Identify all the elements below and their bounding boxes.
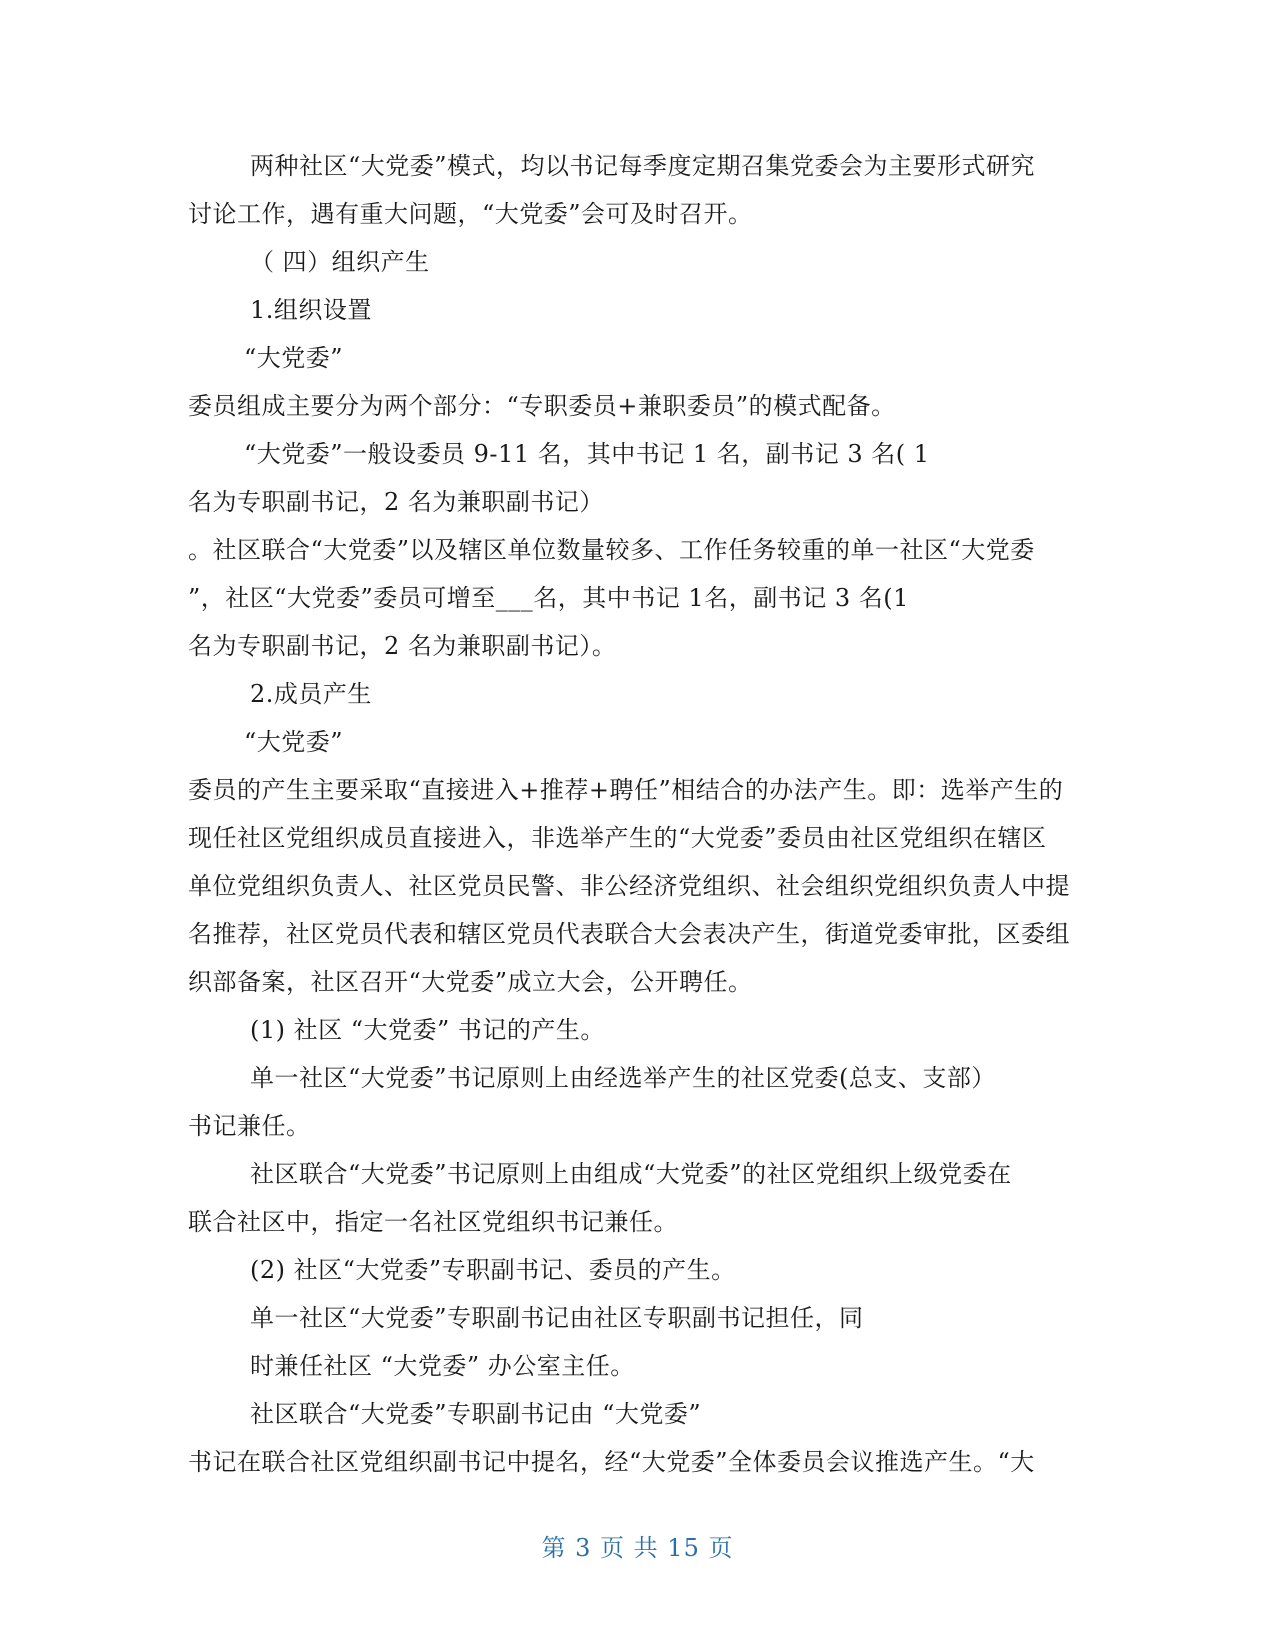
text-line: 社区联合“大党委”书记原则上由组成“大党委”的社区党组织上级党委在 [250,1160,1012,1188]
text-line: 现任社区党组织成员直接进入，非选举产生的“大党委”委员由社区党组织在辖区 [188,824,1047,852]
text-line: 时兼任社区 “大党委” 办公室主任。 [250,1352,635,1380]
text-line: 单一社区“大党委”书记原则上由经选举产生的社区党委(总支、支部） [250,1064,996,1092]
text-line: 名为专职副书记，2 名为兼职副书记）。 [188,632,617,660]
text-line: ”，社区“大党委”委员可增至___名，其中书记 1名，副书记 3 名(1 [188,584,909,612]
section-heading: （ 四）组织产生 [250,248,430,276]
text-line: 名推荐，社区党员代表和辖区党员代表联合大会表决产生，街道党委审批，区委组 [188,920,1070,948]
text-line: 讨论工作，遇有重大问题，“大党委”会可及时召开。 [188,200,753,228]
text-line: “大党委”一般设委员 9-11 名，其中书记 1 名，副书记 3 名( 1 [244,440,930,468]
text-line: (2) 社区“大党委”专职副书记、委员的产生。 [250,1256,736,1284]
text-line: 织部备案，社区召开“大党委”成立大会，公开聘任。 [188,968,753,996]
text-line: “大党委” [244,728,344,756]
text-line: 书记兼任。 [188,1112,311,1140]
subsection-heading: 1.组织设置 [250,296,372,324]
subsection-heading: 2.成员产生 [250,680,372,708]
text-line: 社区联合“大党委”专职副书记由 “大党委” [250,1400,702,1428]
text-line: 委员的产生主要采取“直接进入+推荐+聘任”相结合的办法产生。即：选举产生的 [188,776,1064,804]
text-line: 联合社区中，指定一名社区党组织书记兼任。 [188,1208,678,1236]
text-line: 名为专职副书记，2 名为兼职副书记） [188,488,604,516]
text-line: “大党委” [244,344,344,372]
page-number-footer: 第 3 页 共 15 页 [541,1534,734,1562]
text-line: (1) 社区 “大党委” 书记的产生。 [250,1016,605,1044]
text-line: 单位党组织负责人、社区党员民警、非公经济党组织、社会组织党组织负责人中提 [188,872,1070,900]
text-line: 。社区联合“大党委”以及辖区单位数量较多、工作任务较重的单一社区“大党委 [188,536,1035,564]
text-line: 委员组成主要分为两个部分：“专职委员+兼职委员”的模式配备。 [188,392,896,420]
text-line: 单一社区“大党委”专职副书记由社区专职副书记担任，同 [250,1304,864,1332]
body-text [188,142,1088,1486]
text-line: 书记在联合社区党组织副书记中提名，经“大党委”全体委员会议推选产生。“大 [188,1448,1035,1476]
text-line: 两种社区“大党委”模式，均以书记每季度定期召集党委会为主要形式研究 [250,152,1036,180]
